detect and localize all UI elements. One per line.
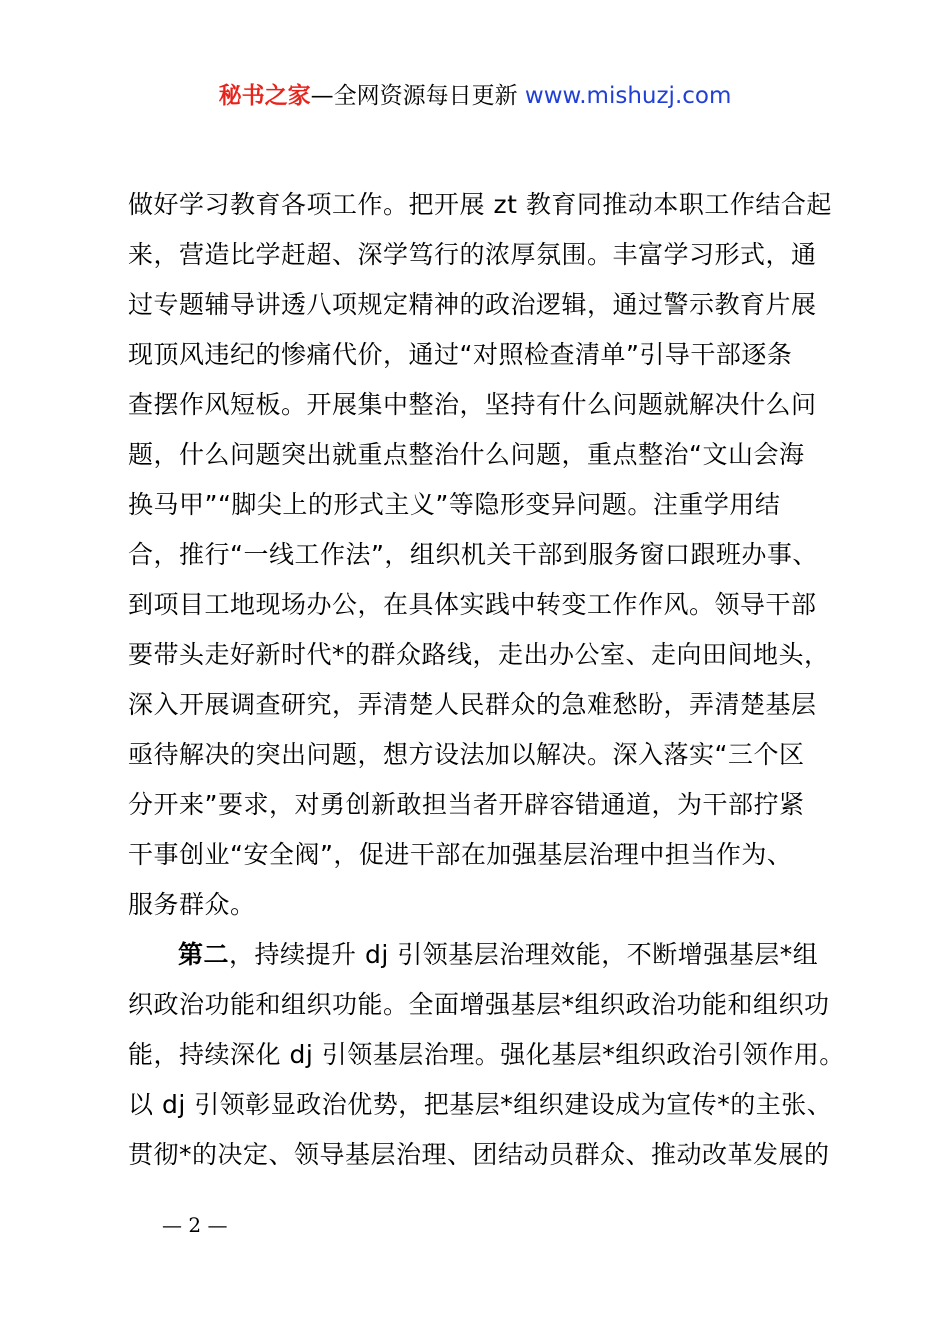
text-line: 亟待解决的突出问题，想方设法加以解决。深入落实“三个区 — [128, 740, 805, 769]
paragraph-2-first-line — [128, 930, 848, 980]
text-line: 来，营造比学赶超、深学笃行的浓厚氛围。丰富学习形式，通 — [128, 240, 817, 269]
text-line: 到项目工地现场办公，在具体实践中转变工作作风。领导干部 — [128, 590, 817, 619]
text-line: 服务群众。 — [128, 890, 256, 919]
text-line: 贯彻*的决定、领导基层治理、团结动员群众、推动改革发展的 — [128, 1140, 830, 1169]
paragraph-2-lead: 第二 — [178, 940, 230, 969]
text-line: 做好学习教育各项工作。把开展 zt 教育同推动本职工作结合起 — [128, 190, 832, 219]
text-line: 现顶风违纪的惨痛代价，通过“对照检查清单”引导干部逐条 — [128, 340, 793, 369]
text-line: 以 dj 引领彰显政治优势，把基层*组织建设成为宣传*的主张、 — [128, 1090, 833, 1119]
text-line: 织政治功能和组织功能。全面增强基层*组织政治功能和组织功 — [128, 990, 830, 1019]
text-line: 题，什么问题突出就重点整治什么问题，重点整治“文山会海 — [128, 440, 805, 469]
text-line: 换马甲”“脚尖上的形式主义”等隐形变异问题。注重学用结 — [128, 490, 781, 519]
text-line: 查摆作风短板。开展集中整治，坚持有什么问题就解决什么问 — [128, 390, 817, 419]
site-header — [0, 78, 950, 114]
text-line: 合，推行“一线工作法”，组织机关干部到服务窗口跟班办事、 — [128, 540, 818, 569]
site-url-link[interactable]: www.mishuzj.com — [524, 83, 732, 109]
text-line: 干事创业“安全阀”，促进干部在加强基层治理中担当作为、 — [128, 840, 793, 869]
text-line: 过专题辅导讲透八项规定精神的政治逻辑，通过警示教育片展 — [128, 290, 817, 319]
document-body — [128, 180, 848, 1180]
brand-name: 秘书之家 — [218, 83, 311, 109]
text-line: 要带头走好新时代*的群众路线，走出办公室、走向田间地头， — [128, 640, 830, 669]
page-number: — 2 — — [162, 1213, 228, 1237]
header-tagline: —全网资源每日更新 — [310, 83, 518, 109]
paragraph-2-first-rest: ，持续提升 dj 引领基层治理效能，不断增强基层*组 — [229, 940, 819, 969]
text-line: 分开来”要求，对勇创新敢担当者开辟容错通道，为干部拧紧 — [128, 790, 805, 819]
text-line: 深入开展调查研究，弄清楚人民群众的急难愁盼，弄清楚基层 — [128, 690, 817, 719]
text-line: 能，持续深化 dj 引领基层治理。强化基层*组织政治引领作用。 — [128, 1040, 845, 1069]
